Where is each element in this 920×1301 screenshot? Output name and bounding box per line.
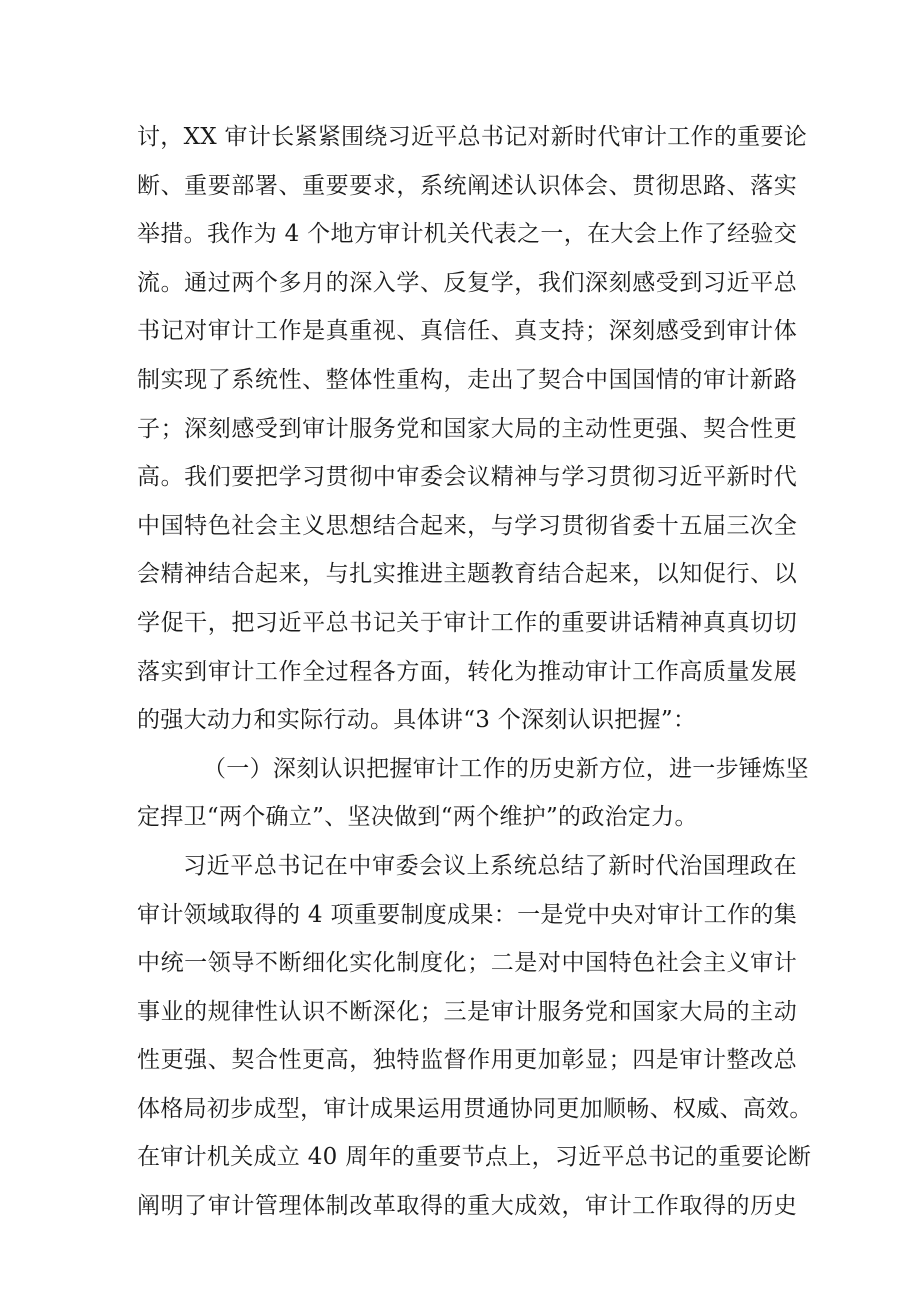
- text-line: 会精神结合起来，与扎实推进主题教育结合起来，以知促行、以: [137, 561, 797, 588]
- paragraph-body: [137, 842, 813, 1231]
- section-heading: [137, 745, 809, 842]
- text-line: 子；深刻感受到审计服务党和国家大局的主动性更强、契合性更: [137, 415, 797, 442]
- text-line: 学促干，把习近平总书记关于审计工作的重要讲话精神真真切切: [137, 609, 797, 636]
- text-line: 流。通过两个多月的深入学、反复学，我们深刻感受到习近平总: [137, 269, 797, 296]
- body-text: [137, 113, 813, 1231]
- text-line: 中国特色社会主义思想结合起来，与学习贯彻省委十五届三次全: [137, 512, 797, 539]
- text-line: 在审计机关成立 40 周年的重要节点上，习近平总书记的重要论断: [137, 1144, 812, 1171]
- text-line: 的强大动力和实际行动。具体讲“3 个深刻认识把握”：: [137, 707, 697, 734]
- heading-line: 定捍卫“两个确立”、坚决做到“两个维护”的政治定力。: [137, 804, 698, 831]
- text-line: 举措。我作为 4 个地方审计机关代表之一，在大会上作了经验交: [137, 221, 797, 248]
- text-line: 审计领域取得的 4 项重要制度成果：一是党中央对审计工作的集: [137, 901, 797, 928]
- text-line: 阐明了审计管理体制改革取得的重大成效，审计工作取得的历史: [137, 1193, 797, 1220]
- text-line: 体格局初步成型，审计成果运用贯通协同更加顺畅、权威、高效。: [137, 1095, 813, 1122]
- text-line: 制实现了系统性、整体性重构，走出了契合中国国情的审计新路: [137, 366, 797, 393]
- text-line: 落实到审计工作全过程各方面，转化为推动审计工作高质量发展: [137, 658, 797, 685]
- text-line: 书记对审计工作是真重视、真信任、真支持；深刻感受到审计体: [137, 318, 797, 345]
- text-line: 事业的规律性认识不断深化；三是审计服务党和国家大局的主动: [137, 998, 797, 1025]
- text-line: 讨，XX 审计长紧紧围绕习近平总书记对新时代审计工作的重要论: [137, 124, 808, 150]
- paragraph-intro: [137, 113, 808, 745]
- text-line: 中统一领导不断细化实化制度化；二是对中国特色社会主义审计: [137, 950, 797, 977]
- heading-line: （一）深刻认识把握审计工作的历史新方位，进一步锤炼坚: [203, 755, 809, 782]
- text-line: 断、重要部署、重要要求，系统阐述认识体会、贯彻思路、落实: [137, 172, 797, 199]
- text-line: 习近平总书记在中审委会议上系统总结了新时代治国理政在: [183, 852, 797, 879]
- text-line: 高。我们要把学习贯彻中审委会议精神与学习贯彻习近平新时代: [137, 464, 797, 491]
- text-line: 性更强、契合性更高，独特监督作用更加彰显；四是审计整改总: [137, 1047, 797, 1074]
